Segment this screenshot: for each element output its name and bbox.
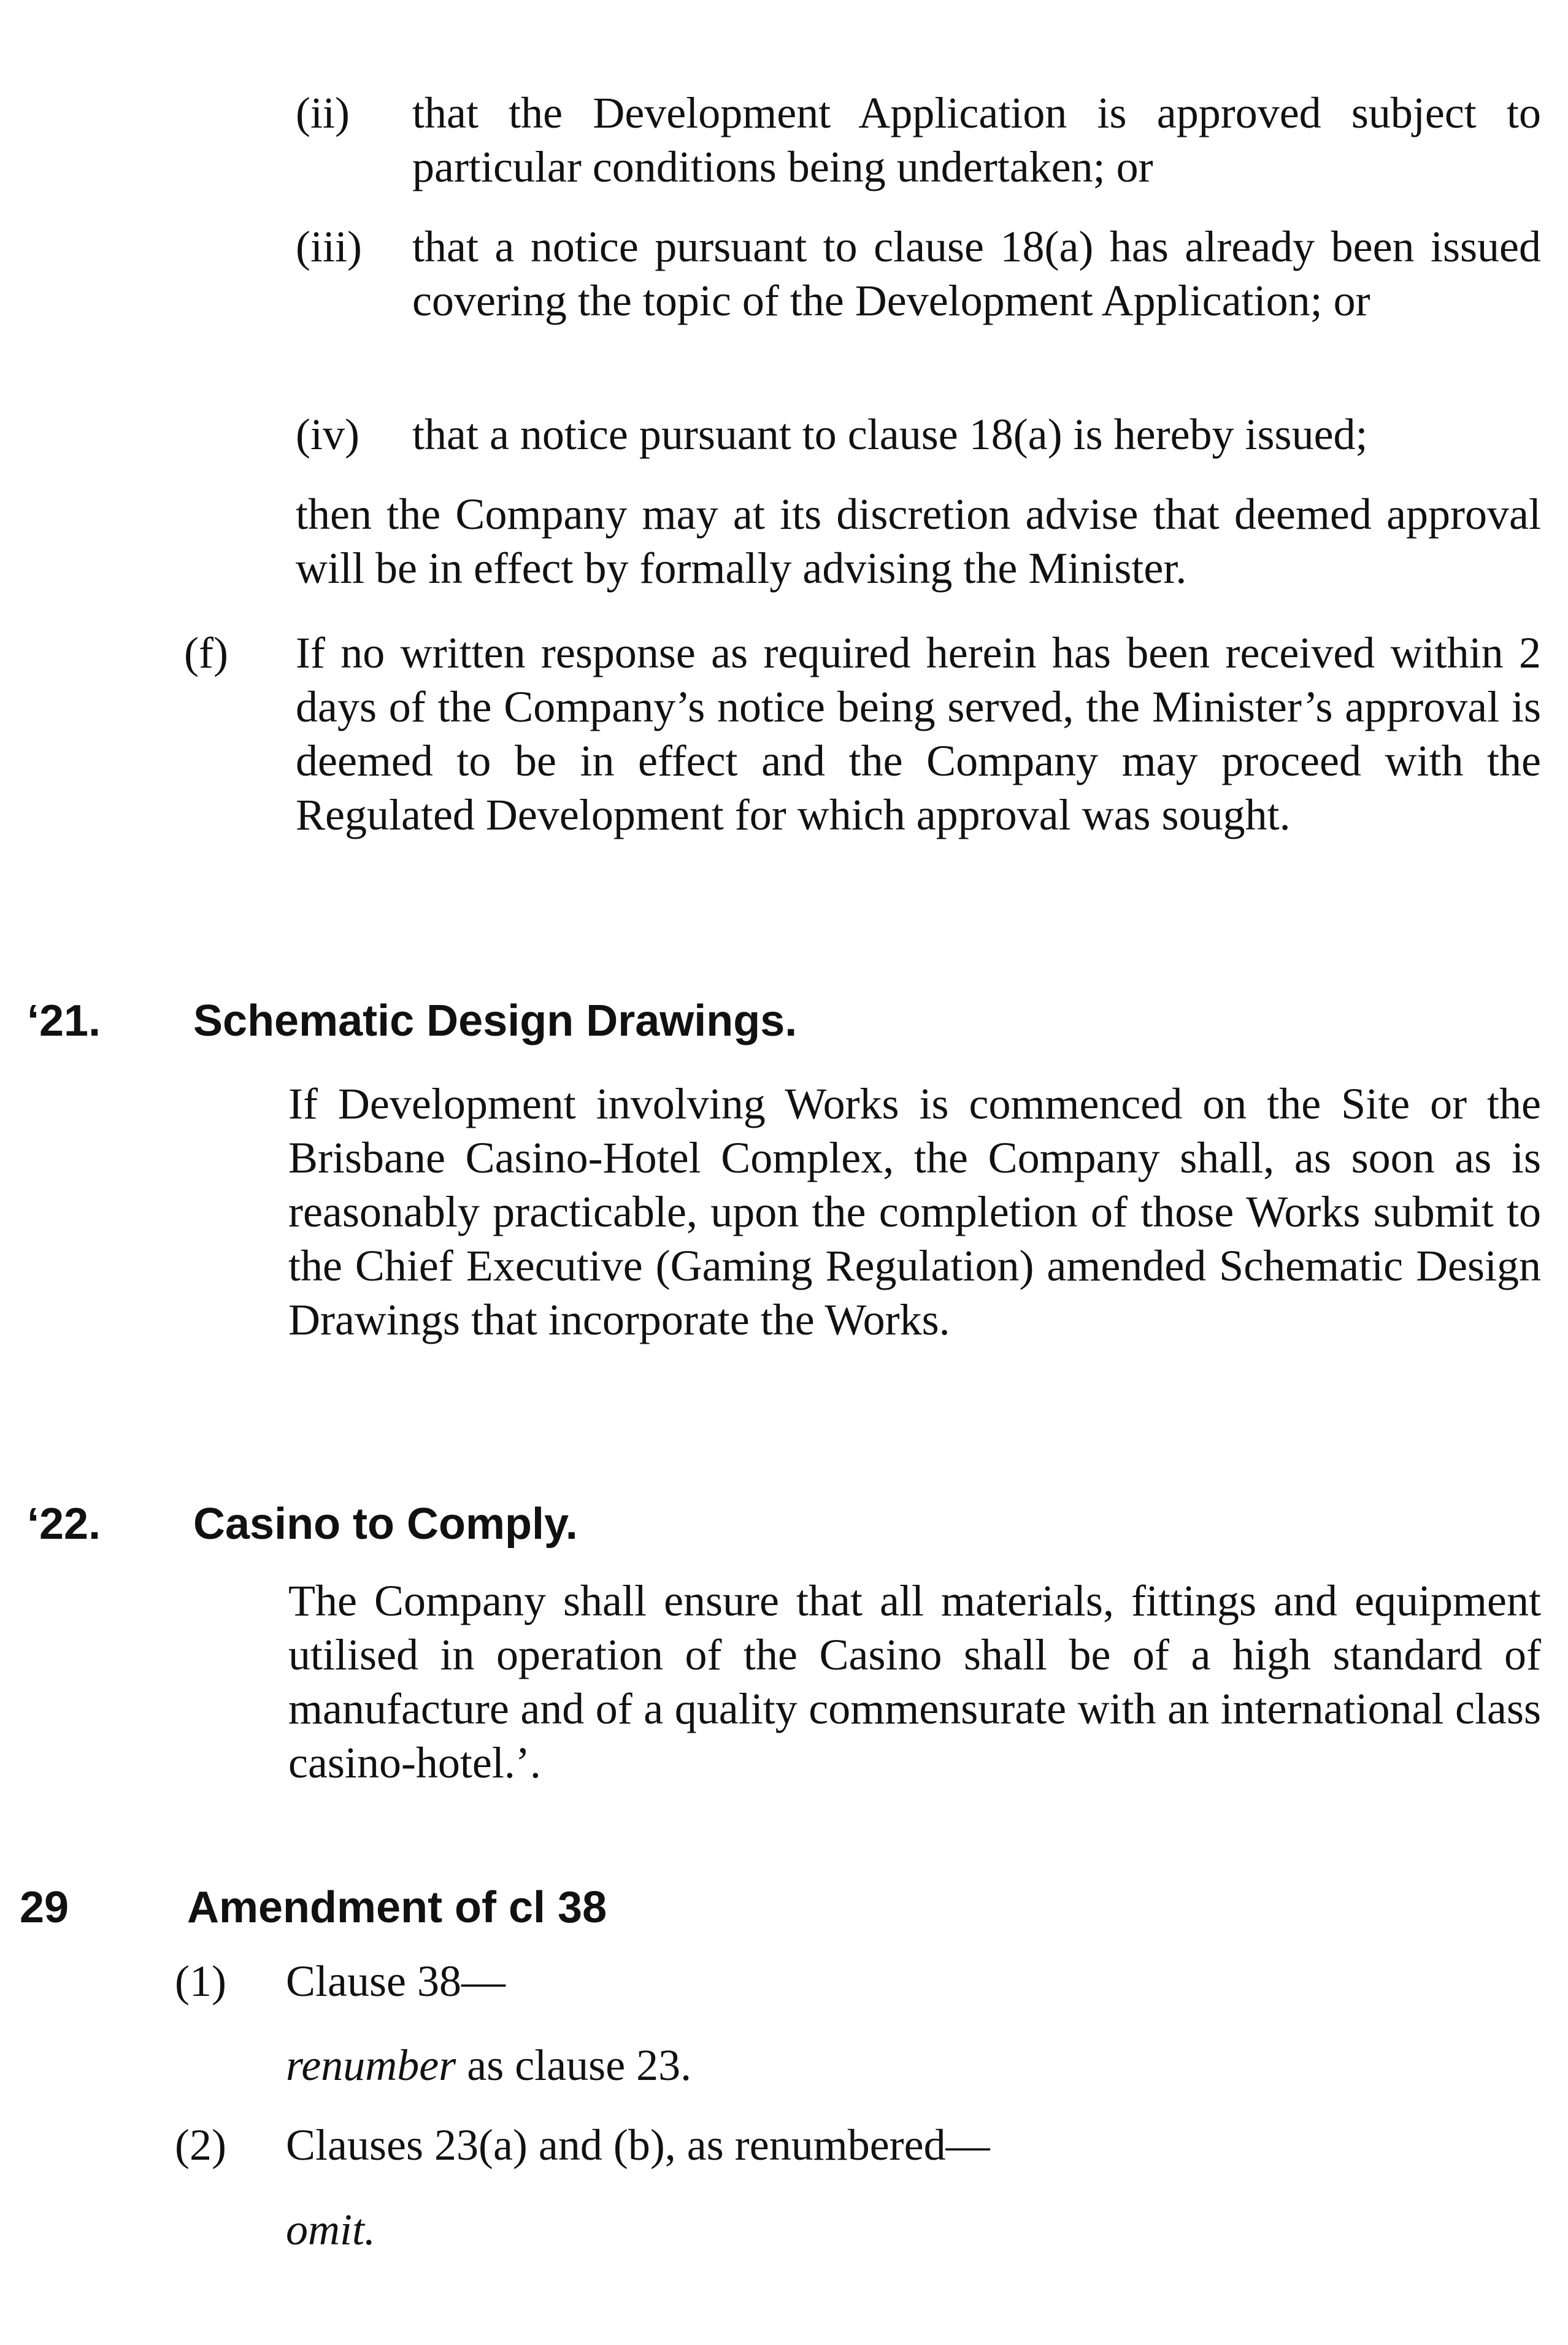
item-text-ii: that the Development Application is approved subject to particular conditions being undertaken; or bbox=[412, 88, 1541, 191]
instruction-rest-1: as clause 23. bbox=[456, 2041, 692, 2090]
item-label-iii: (iii) bbox=[296, 222, 362, 271]
subsection-instruction-1 bbox=[286, 2038, 691, 2092]
subsection-label-2: (2) bbox=[175, 2120, 226, 2170]
instruction-italic-2: omit. bbox=[286, 2205, 376, 2254]
item-text-iii: that a notice pursuant to clause 18(a) has already been issued covering the topic of the Development Application; or bbox=[412, 222, 1541, 325]
subsection-instruction-2 bbox=[286, 2203, 375, 2257]
section-22-title: Casino to Comply. bbox=[193, 1500, 578, 1549]
para-text-f: If no written response as required herein has been received within 2 days of the Company’s notice being served, the Minister’s approval is deemed to be in effect and the Company may proceed with the Regulated Development for which approval was sought. bbox=[296, 628, 1541, 839]
instruction-italic-1: renumber bbox=[286, 2041, 456, 2090]
section-22-body: The Company shall ensure that all materials, fittings and equipment utilised in operation of the Casino shall be of a high standard of manufacture and of a quality commensurate with an international class casino-hotel.’. bbox=[288, 1576, 1541, 1787]
subsection-text-2: Clauses 23(a) and (b), as renumbered— bbox=[286, 2120, 990, 2170]
section-21-number: ‘21. bbox=[27, 996, 101, 1045]
section-29-number: 29 bbox=[20, 1883, 69, 1932]
section-29-title: Amendment of cl 38 bbox=[187, 1883, 607, 1932]
subsection-label-1: (1) bbox=[175, 1957, 226, 2006]
subsection-text-1: Clause 38— bbox=[286, 1957, 505, 2006]
continuation-paragraph: then the Company may at its discretion advise that deemed approval will be in effect by formally advising the Minister. bbox=[296, 490, 1541, 593]
section-21-body: If Development involving Works is commenced on the Site or the Brisbane Casino-Hotel Complex, the Company shall, as soon as is reasonably practicable, upon the completion of those Works submit to the Chief Executive (Gaming Regulation) amended Schematic Design Drawings that incorporate the Works. bbox=[288, 1079, 1541, 1344]
item-text-iv: that a notice pursuant to clause 18(a) is hereby issued; bbox=[412, 410, 1368, 459]
section-22-number: ‘22. bbox=[27, 1500, 101, 1549]
section-21-title: Schematic Design Drawings. bbox=[193, 996, 797, 1045]
item-label-ii: (ii) bbox=[296, 88, 350, 137]
para-label-f: (f) bbox=[184, 628, 228, 677]
item-label-iv: (iv) bbox=[296, 410, 359, 459]
